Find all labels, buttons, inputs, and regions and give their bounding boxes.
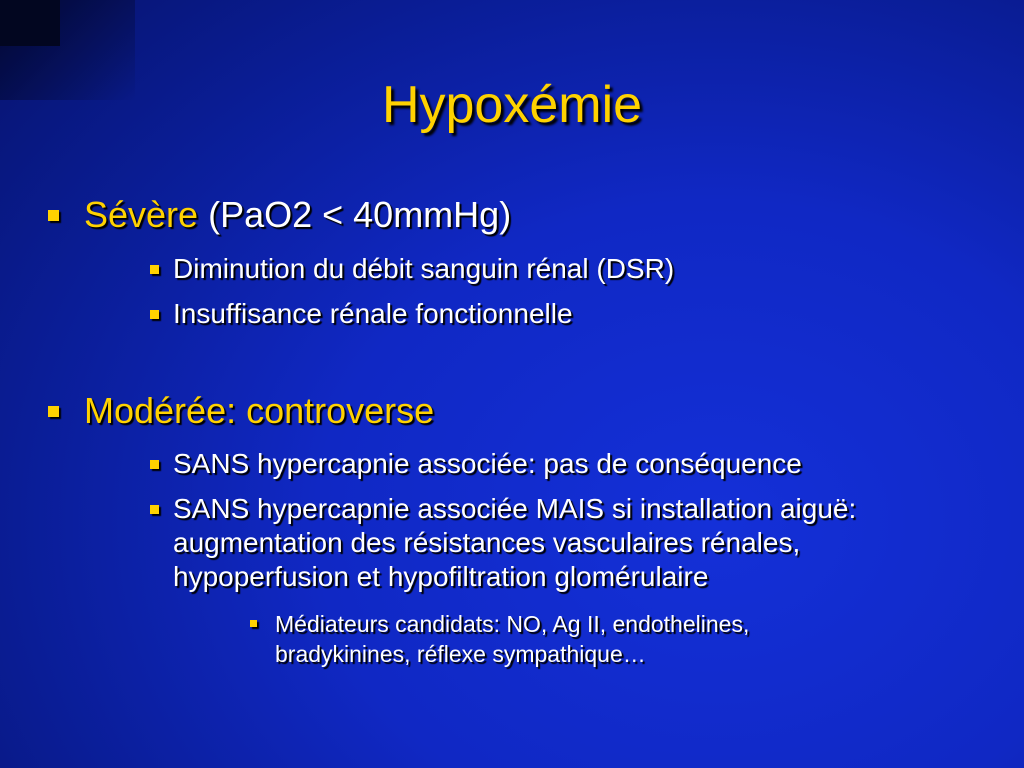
square-bullet-icon <box>250 620 257 627</box>
square-bullet-icon <box>48 210 59 221</box>
sub-sub-bullet-text: Médiateurs candidats: NO, Ag II, endothelines, bradykinines, réflexe sympathique… <box>275 611 750 667</box>
bullet-severe <box>48 193 511 237</box>
square-bullet-icon <box>150 265 159 274</box>
square-bullet-icon <box>150 460 159 469</box>
square-bullet-icon <box>48 406 59 417</box>
moderee-label: Modérée: controverse <box>84 390 435 431</box>
sub-bullet-sans-hypercapnie-1 <box>150 447 802 481</box>
bullet-moderee <box>48 389 434 433</box>
sub-bullet-insuffisance <box>150 297 573 331</box>
severe-criteria: (PaO2 < 40mmHg) <box>198 194 512 235</box>
sub-bullet-sans-hypercapnie-2 <box>150 492 960 594</box>
sub-sub-bullet-mediateurs <box>250 609 890 669</box>
sub-bullet-text: SANS hypercapnie associée: pas de conséquence <box>173 448 802 479</box>
severe-label: Sévère <box>84 194 199 235</box>
slide-title: Hypoxémie <box>381 76 643 134</box>
square-bullet-icon <box>150 310 159 319</box>
sub-bullet-text: Diminution du débit sanguin rénal (DSR) <box>173 253 675 284</box>
sub-bullet-text: SANS hypercapnie associée MAIS si installation aiguë: augmentation des résistances vasculaires rénales, hypoperfusion et hypofiltration glomérulaire <box>173 493 857 592</box>
sub-bullet-text: Insuffisance rénale fonctionnelle <box>173 298 573 329</box>
square-bullet-icon <box>150 505 159 514</box>
corner-block <box>0 0 60 46</box>
sub-bullet-dsr <box>150 252 674 286</box>
